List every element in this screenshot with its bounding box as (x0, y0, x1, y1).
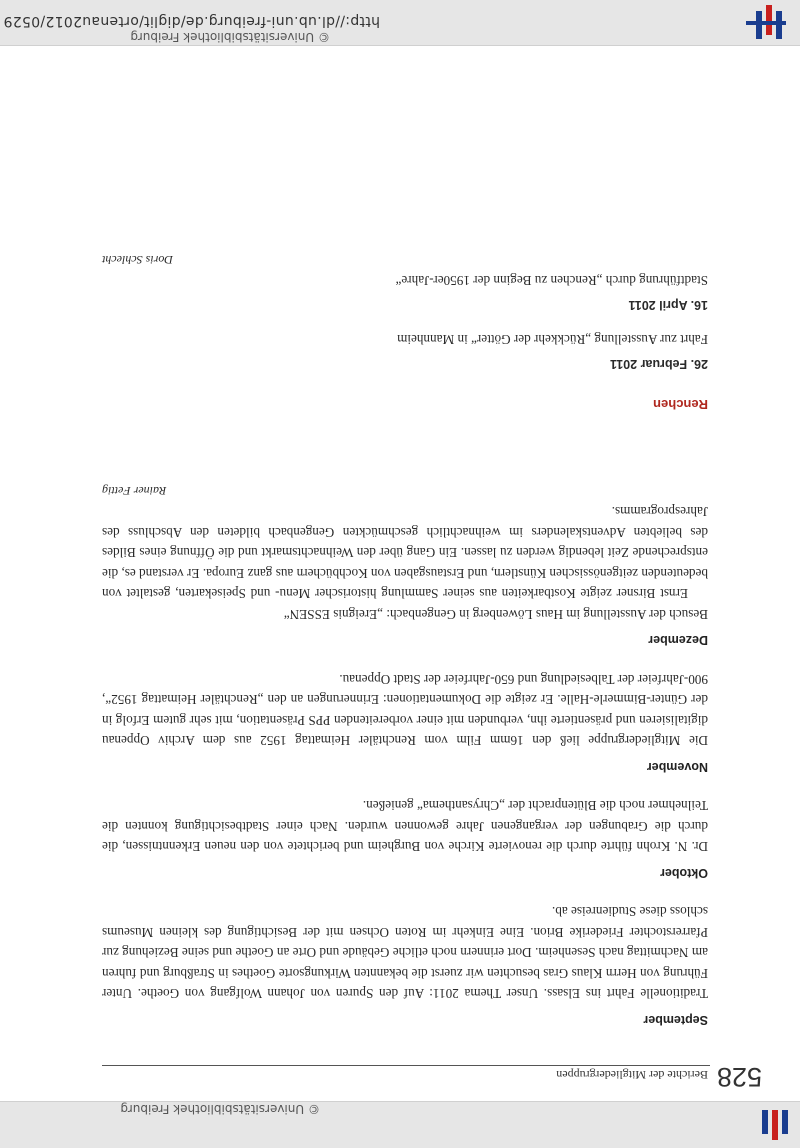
copyright-credit: © Universitätsbibliothek Freiburg (130, 30, 330, 44)
heading-oktober: Oktober (660, 866, 708, 880)
text-dezember-2: Ernst Birsner zeigte Kostbarkeiten aus seiner Sammlung historischer Menu- und Speisekarten, gestaltet von bedeutenden zeitgenössischen Künstlern, und Erstausgaben von Kochbüchern aus ganz Europa. Er verstand es, die entsprechende Zeit lebendig werden zu lassen. Ein Gang über den Weihnachtsmarkt und die Öffnung eines Bildes des beliebten Adventskalenders im weihnachtlich geschmückten Gengenbach bildeten den Abschluss des Jahresprogramms. (102, 504, 708, 602)
ub-logo-icon (746, 5, 786, 39)
signature-fettig: Rainer Fettig (102, 484, 167, 498)
ub-logo-icon (752, 1110, 792, 1140)
signature-schlecht: Doris Schlecht (102, 253, 173, 267)
text-oktober: Dr. N. Krohn führte durch die renovierte Kirche von Burgheim und berichtete von den neuen Erkenntnissen, die durch die Grabungen der vergangenen Jahre gewonnen wurden. Nach einer Stadtbesichtigung konnten die Teilnehmer noch die Blütenpracht der „Chrysanthema“ genießen. (102, 798, 708, 855)
text-september: Traditionelle Fahrt ins Elsass. Unser Thema 2011: Auf den Spuren von Johann Wolfgang von Goethe. Unter Führung von Herrn Klaus Gras besuchten wir zuerst die bekannten Wirkungsorte Goethes in Straßburg und fuhren am Nachmittag nach Sesenheim. Dort erinnern noch etliche Gebäude und Orte an Goethe und seine Beziehung zur Pfarrerstochter Friederike Brion. Eine Einkehr im Roten Ochsen mit der Besichtigung des kleinen Museums schloss diese Studienreise ab. (102, 904, 708, 1002)
event-apr-2011: Stadtführung durch „Renchen zu Beginn der 1950er-Jahre“ (395, 273, 708, 289)
page-content (102, 250, 708, 1031)
event-feb-2011: Fahrt zur Ausstellung „Rückkehr der Götter“ in Mannheim (397, 332, 708, 348)
running-title: Berichte der Mitgliedergruppen (556, 1068, 708, 1082)
text-november: Die Mitgliedergruppe ließ den 16mm Film vom Renchtäler Heimattag 1952 aus dem Archiv Oppenau digitalisieren und präsentierte ihn, verbunden mit einer vorbereitenden PPS Präsentation, mit sehr gutem Erfolg in der Günter-Bimmerle-Halle. Er zeigte die Dokumentationen: Erinnerungen an den „Renchtäler Heimattag 1952“, 900-Jahrfeier der Talbesiedlung und 650-Jahrfeier der Stadt Oppenau. (102, 672, 708, 749)
viewer-bottom-bar (0, 0, 800, 46)
heading-september: September (643, 1013, 708, 1027)
date-apr-2011: 16. April 2011 (628, 298, 708, 312)
header-rule (102, 1065, 710, 1066)
copyright-credit-top: © Universitätsbibliothek Freiburg (120, 1102, 320, 1116)
heading-dezember: Dezember (648, 633, 708, 648)
permalink-url[interactable]: http://dl.ub.uni-freiburg.de/diglit/ortenau2012/0529 (3, 13, 380, 29)
viewer-top-bar (0, 1101, 800, 1148)
text-dezember-1: Besuch der Ausstellung im Haus Löwenberg in Gengenbach: „Ereignis ESSEN“ (283, 607, 708, 622)
page-number: 528 (716, 1062, 762, 1092)
date-feb-2011: 26. Februar 2011 (610, 357, 708, 371)
heading-renchen: Renchen (653, 397, 708, 413)
heading-november: November (646, 760, 708, 774)
